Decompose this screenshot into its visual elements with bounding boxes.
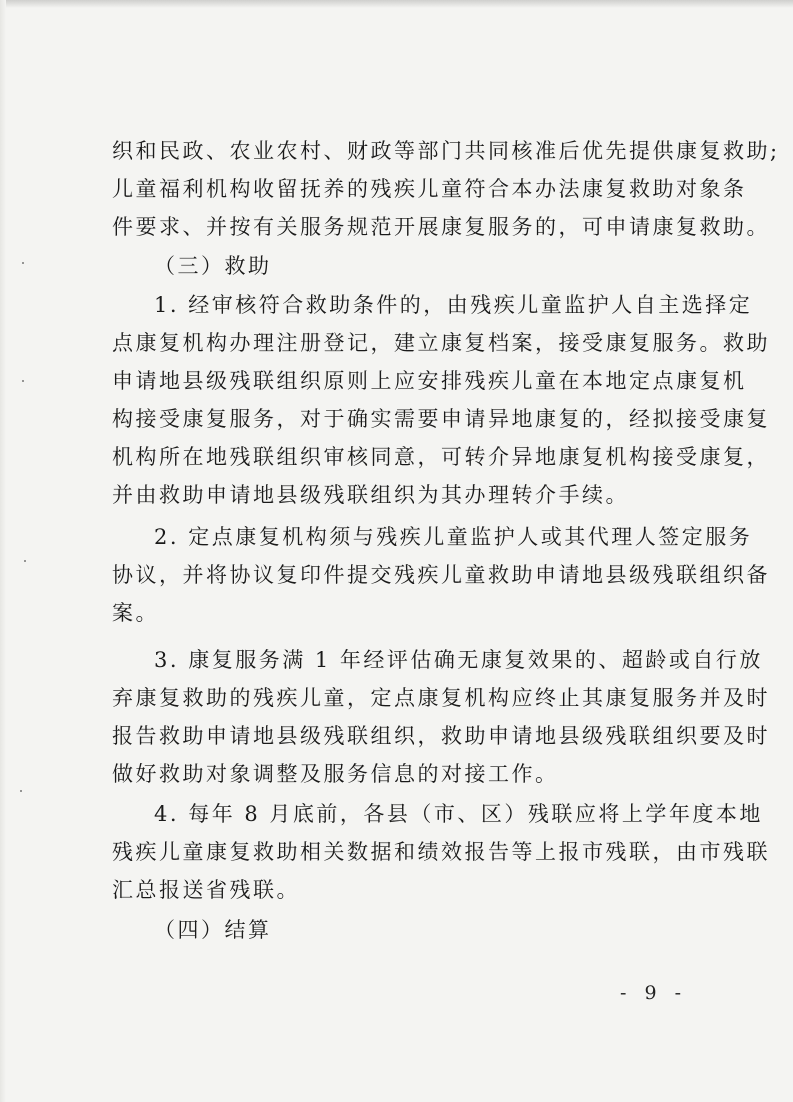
scan-top-edge bbox=[0, 0, 793, 8]
text-line: 织和民政、农业农村、财政等部门共同核准后优先提供康复救助; bbox=[112, 139, 780, 163]
scan-left-edge bbox=[0, 0, 6, 1102]
text-line: 机构所在地残联组织审核同意，可转介异地康复机构接受康复， bbox=[112, 445, 770, 469]
paragraph-continuation bbox=[112, 132, 780, 246]
text-line: 申请地县级残联组织原则上应安排残疾儿童在本地定点康复机 bbox=[112, 369, 747, 393]
text-line: 2. 定点康复机构须与残疾儿童监护人或其代理人签定服务 bbox=[154, 525, 753, 549]
scan-speck bbox=[20, 790, 22, 792]
text-line: 3. 康复服务满 1 年经评估确无康复效果的、超龄或自行放 bbox=[154, 648, 763, 672]
paragraph-item-3 bbox=[112, 641, 770, 793]
text-line: 点康复机构办理注册登记，建立康复档案，接受康复服务。救助 bbox=[112, 331, 770, 355]
page-number: - 9 - bbox=[620, 982, 688, 1004]
text-line: 残疾儿童康复救助相关数据和绩效报告等上报市残联，由市残联 bbox=[112, 840, 770, 864]
text-line: 做好救助对象调整及服务信息的对接工作。 bbox=[112, 762, 559, 786]
section-heading: （四）结算 bbox=[154, 918, 272, 942]
text-line: 并由救助申请地县级残联组织为其办理转介手续。 bbox=[112, 483, 629, 507]
text-line: 案。 bbox=[112, 601, 159, 625]
text-line: 构接受康复服务，对于确实需要申请异地康复的，经拟接受康复 bbox=[112, 407, 770, 431]
text-line: 件要求、并按有关服务规范开展康复服务的，可申请康复救助。 bbox=[112, 215, 770, 239]
scan-speck bbox=[24, 560, 26, 562]
document-body bbox=[112, 132, 780, 949]
text-line: 汇总报送省残联。 bbox=[112, 878, 300, 902]
scan-speck bbox=[22, 262, 24, 264]
text-line: 协议，并将协议复印件提交残疾儿童救助申请地县级残联组织备 bbox=[112, 563, 770, 587]
scan-speck bbox=[22, 380, 24, 382]
paragraph-item-4 bbox=[112, 795, 770, 909]
paragraph-item-1 bbox=[112, 286, 770, 514]
text-line: 报告救助申请地县级残联组织，救助申请地县级残联组织要及时 bbox=[112, 724, 770, 748]
text-line: 4. 每年 8 月底前，各县（市、区）残联应将上学年度本地 bbox=[154, 802, 763, 826]
paragraph-item-2 bbox=[112, 518, 770, 632]
section-heading: （三）救助 bbox=[154, 254, 272, 278]
text-line: 弃康复救助的残疾儿童，定点康复机构应终止其康复服务并及时 bbox=[112, 686, 770, 710]
text-line: 儿童福利机构收留抚养的残疾儿童符合本办法康复救助对象条 bbox=[112, 177, 747, 201]
text-line: 1. 经审核符合救助条件的，由残疾儿童监护人自主选择定 bbox=[154, 293, 753, 317]
